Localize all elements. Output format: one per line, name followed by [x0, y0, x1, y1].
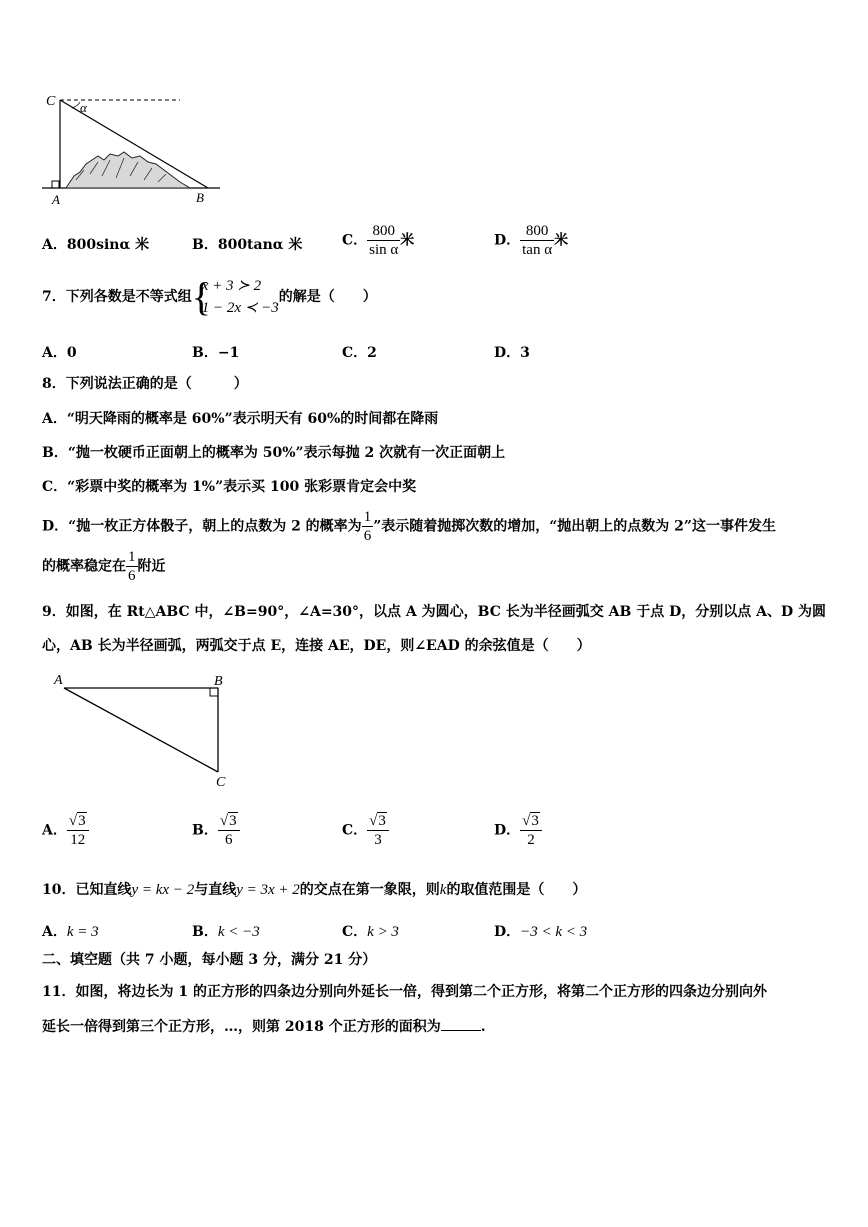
- brace: {: [191, 274, 211, 319]
- denominator: 6: [128, 568, 136, 584]
- option-prefix: D．: [494, 232, 521, 249]
- figure-q6-triangle: [40, 90, 230, 210]
- numerator: 800: [520, 222, 554, 241]
- option-prefix: C．: [342, 822, 368, 839]
- option-prefix: D．: [494, 822, 521, 839]
- fraction: [520, 222, 554, 259]
- q9-option-b[interactable]: [192, 812, 240, 849]
- q8-option-b[interactable]: B．“抛一枚硬币正面朝上的概率为 50%”表示每抛 2 次就有一次正面朝上: [42, 445, 506, 461]
- side-ac: [64, 688, 218, 772]
- radicand: 3: [531, 813, 539, 829]
- denominator: tan α: [522, 242, 553, 258]
- q8-option-a[interactable]: A．“明天降雨的概率是 60%”表示明天有 60%的时间都在降雨: [42, 411, 439, 427]
- q8-option-c[interactable]: C．“彩票中奖的概率为 1%”表示买 100 张彩票肯定会中奖: [42, 479, 417, 495]
- label-b: B: [196, 190, 204, 205]
- q7-text-post: 的解是（ ）: [278, 289, 377, 305]
- label-b: B: [214, 674, 223, 689]
- text-post: 的取值范围是（ ）: [446, 882, 587, 898]
- inequality-2: 1 − 2x ≺ −3: [201, 300, 279, 316]
- radicand: 3: [229, 813, 237, 829]
- fraction-one-sixth: [362, 508, 374, 545]
- denominator: 3: [374, 832, 382, 848]
- equation-1: y = kx − 2: [131, 882, 195, 898]
- fraction-one-sixth: [126, 548, 138, 585]
- denominator: 6: [363, 528, 372, 544]
- q7-stem: [42, 275, 377, 321]
- text: 延长一倍得到第三个正方形，…，则第 2018 个正方形的面积为: [42, 1019, 441, 1035]
- text-post: 附近: [137, 558, 166, 575]
- text-pre: 的概率稳定在: [42, 558, 126, 575]
- q11-stem-line2: [42, 1016, 486, 1037]
- q7-text-pre: 7．下列各数是不等式组: [42, 289, 192, 305]
- text-end: .: [480, 1019, 486, 1035]
- answer-blank[interactable]: [441, 1016, 481, 1031]
- angle-alpha-arc: [72, 102, 80, 108]
- denominator: 2: [527, 832, 535, 848]
- q9-option-d[interactable]: [494, 812, 542, 849]
- fraction: [367, 222, 400, 259]
- sqrt-icon: √3: [68, 813, 86, 829]
- numerator: 1: [363, 509, 372, 525]
- q7-option-a[interactable]: A．0: [42, 345, 77, 361]
- denominator: 12: [70, 832, 86, 848]
- denominator: 6: [224, 832, 233, 848]
- sqrt-icon: √3: [219, 813, 237, 829]
- sqrt-icon: √3: [522, 813, 539, 829]
- label-alpha: α: [80, 100, 87, 115]
- right-angle-mark: [52, 181, 59, 188]
- q10-option-d[interactable]: [494, 921, 587, 941]
- q10-option-a[interactable]: [42, 921, 99, 941]
- inequality-1: x + 3 ≻ 2: [201, 278, 262, 294]
- option-prefix: A．: [42, 822, 67, 839]
- q7-option-d[interactable]: D．3: [494, 345, 530, 361]
- numerator: 800: [367, 222, 400, 241]
- text-pre: 10．已知直线: [42, 882, 132, 898]
- q6-option-c[interactable]: [342, 222, 414, 259]
- q6-option-b[interactable]: B．800tanα 米: [192, 237, 303, 253]
- option-value: −3 < k < 3: [520, 924, 588, 940]
- option-value: k < −3: [217, 924, 260, 940]
- q8-stem: 8．下列说法正确的是（ ）: [42, 376, 248, 392]
- q9-stem-line2: 心，AB 长为半径画弧，两弧交于点 E，连接 AE，DE，则∠EAD 的余弦值是（ ）: [42, 638, 591, 654]
- fraction-sqrt3: [218, 812, 240, 849]
- option-prefix: A．: [42, 924, 67, 940]
- denominator: sin α: [369, 242, 399, 258]
- option-prefix: D．: [494, 924, 521, 940]
- label-a: A: [52, 192, 60, 207]
- unit: 米: [554, 232, 569, 249]
- radicand: 3: [78, 813, 86, 829]
- q9-option-c[interactable]: [342, 812, 389, 849]
- q9-option-a[interactable]: [42, 812, 89, 849]
- variable-k: k: [439, 882, 447, 898]
- option-d-text-pre: D．“抛一枚正方体骰子，朝上的点数为 2 的概率为: [42, 518, 362, 535]
- q11-stem-line1: 11．如图，将边长为 1 的正方形的四条边分别向外延长一倍，得到第二个正方形，将第二个正方形的四条边分别向外: [42, 984, 767, 1000]
- option-prefix: C．: [342, 924, 368, 940]
- q6-option-a[interactable]: A．800sinα 米: [42, 237, 150, 253]
- label-a: A: [54, 673, 63, 688]
- option-d-text-post: ”表示随着抛掷次数的增加，“抛出朝上的点数为 2”这一事件发生: [373, 518, 776, 535]
- section-heading: 二、填空题（共 7 小题，每小题 3 分，满分 21 分）: [42, 952, 377, 968]
- equation-2: y = 3x + 2: [236, 882, 300, 898]
- q7-option-c[interactable]: C．2: [342, 345, 377, 361]
- radicand: 3: [378, 813, 386, 829]
- q10-option-b[interactable]: [192, 921, 260, 941]
- option-value: k > 3: [367, 924, 399, 940]
- q8-option-d[interactable]: [42, 508, 776, 545]
- label-c: C: [46, 94, 56, 109]
- numerator: 1: [128, 549, 136, 565]
- q8-option-d-continued: [42, 548, 166, 585]
- text-mid2: 的交点在第一象限，则: [299, 882, 440, 898]
- q6-option-d[interactable]: [494, 222, 568, 259]
- option-prefix: B．: [192, 822, 218, 839]
- figure-q9-triangle: [44, 668, 244, 790]
- fraction-sqrt3: [367, 812, 389, 849]
- mountain-icon: [66, 152, 190, 188]
- q10-option-c[interactable]: [342, 921, 399, 941]
- option-prefix: C．: [342, 232, 368, 249]
- option-value: k = 3: [66, 924, 99, 940]
- option-prefix: B．: [192, 924, 218, 940]
- fraction-sqrt3: [67, 812, 89, 849]
- inequality-system: [192, 275, 279, 319]
- q10-stem: [42, 880, 586, 900]
- text-mid: 与直线: [194, 882, 237, 898]
- label-c: C: [216, 775, 226, 790]
- sqrt-icon: √3: [369, 813, 386, 829]
- right-angle-mark: [210, 688, 218, 696]
- unit: 米: [400, 232, 415, 249]
- q9-stem-line1: 9．如图，在 Rt△ABC 中，∠B=90°，∠A=30°，以点 A 为圆心，BC 长为半径画弧交 AB 于点 D，分别以点 A、D 为圆: [42, 604, 826, 620]
- fraction-sqrt3: [520, 812, 542, 849]
- q7-option-b[interactable]: B．−1: [192, 345, 240, 361]
